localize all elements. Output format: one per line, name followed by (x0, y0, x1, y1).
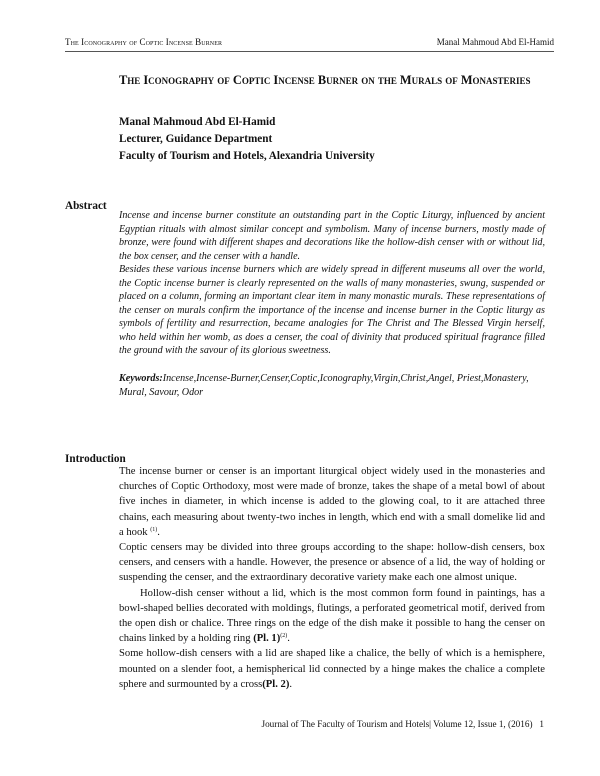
header-rule (65, 51, 554, 52)
intro-paragraph-2: Coptic censers may be divided into three groups according to the shape: hollow-dish censers, box censers, and censers with a handle. However, the presence or absence of a lid, the way of holding or suspending the censer, and the extraordinary decorative variety make each one almost unique. (119, 542, 545, 584)
keywords-label: Keywords: (119, 373, 163, 384)
running-author: Manal Mahmoud Abd El-Hamid (436, 37, 554, 47)
intro-paragraph-3: Hollow-dish censer without a lid, which is the most common form found in paintings, has a bowl-shaped bellies decorated with moldings, flutings, a perforated geometrical motif, derived from the open dish or chalice. Three rings on the edge of the dish make it possible to hang the censer on chains linked by a holding ring (Pl. 1)$^{(2)}$. (119, 587, 545, 645)
author-block (119, 114, 375, 165)
abstract-body (119, 209, 545, 358)
introduction-heading: Introduction (65, 453, 126, 465)
introduction-body (119, 464, 545, 692)
author-affiliation: Faculty of Tourism and Hotels, Alexandria University (119, 150, 375, 162)
abstract-paragraph-1: Incense and incense burner constitute an outstanding part in the Coptic Liturgy, influenced by ancient Egyptian rituals with almost similar concept and symbolism. Many of incense burners, mostly made of bronze, were found with different shapes and decorations like the hollow-dish censer with or without lid, the box censer, and the censer with a handle. (119, 210, 545, 262)
abstract-heading: Abstract (65, 200, 107, 212)
abstract-paragraph-2: Besides these various incense burners which are widely spread in different museums all over the world, the Coptic incense burner is clearly represented on the walls of many monasteries, swung, suspended or placed on a column, forming an important clear item in many monastic murals. These representations of the censer on murals confirm the importance of the incense and incense burner in the Coptic liturgy as symbols of fertility and resurrection, became analogies for The Christ and The Blessed Virgin herself, who held within her womb, as does a censer, the coal of divinity that produced spiritual fragrance filled the ground with the savour of its glorious sweetness. (119, 264, 545, 356)
plate-ref-2: (Pl. 2) (262, 678, 290, 690)
paper-title: The Iconography of Coptic Incense Burner on the Murals of Monasteries (119, 73, 531, 87)
running-header (65, 37, 554, 47)
keywords-list: Incense,Incense-Burner,Censer,Coptic,Iconography,Virgin,Christ,Angel, Priest,Monastery, Mural, Savour, Odor (119, 373, 529, 398)
intro-paragraph-4: Some hollow-dish censers with a lid are shaped like a chalice, the belly of which is a hemisphere, mounted on a slender foot, a hemispherical lid connected by a hinge makes the chalice a complete sphere and surmounted by a cross(Pl. 2). (119, 648, 545, 690)
keywords (119, 372, 545, 399)
journal-citation: Journal of The Faculty of Tourism and Hotels| Volume 12, Issue 1, (2016) (261, 719, 533, 729)
footnote-ref-2[interactable]: (2) (280, 633, 288, 640)
plate-ref-1: (Pl. 1) (253, 633, 281, 645)
page-number: 1 (539, 719, 544, 729)
page-footer (262, 719, 545, 729)
author-name: Manal Mahmoud Abd El-Hamid (119, 116, 276, 128)
intro-paragraph-1: The incense burner or censer is an important liturgical object widely used in the monasteries and churches of Coptic Orthodoxy, most were made of bronze, takes the shape of a metal bowl of about five inches in diameter, in which incense is added to the glowing coal, to it are attached three chains, each measuring about twenty-two inches in length, which end with a small domelike lid and a hook $^{(1)}$. (119, 466, 545, 538)
running-title: The Iconography of Coptic Incense Burner (65, 37, 223, 47)
footnote-ref-1[interactable]: (1) (150, 526, 158, 533)
author-position: Lecturer, Guidance Department (119, 133, 273, 145)
